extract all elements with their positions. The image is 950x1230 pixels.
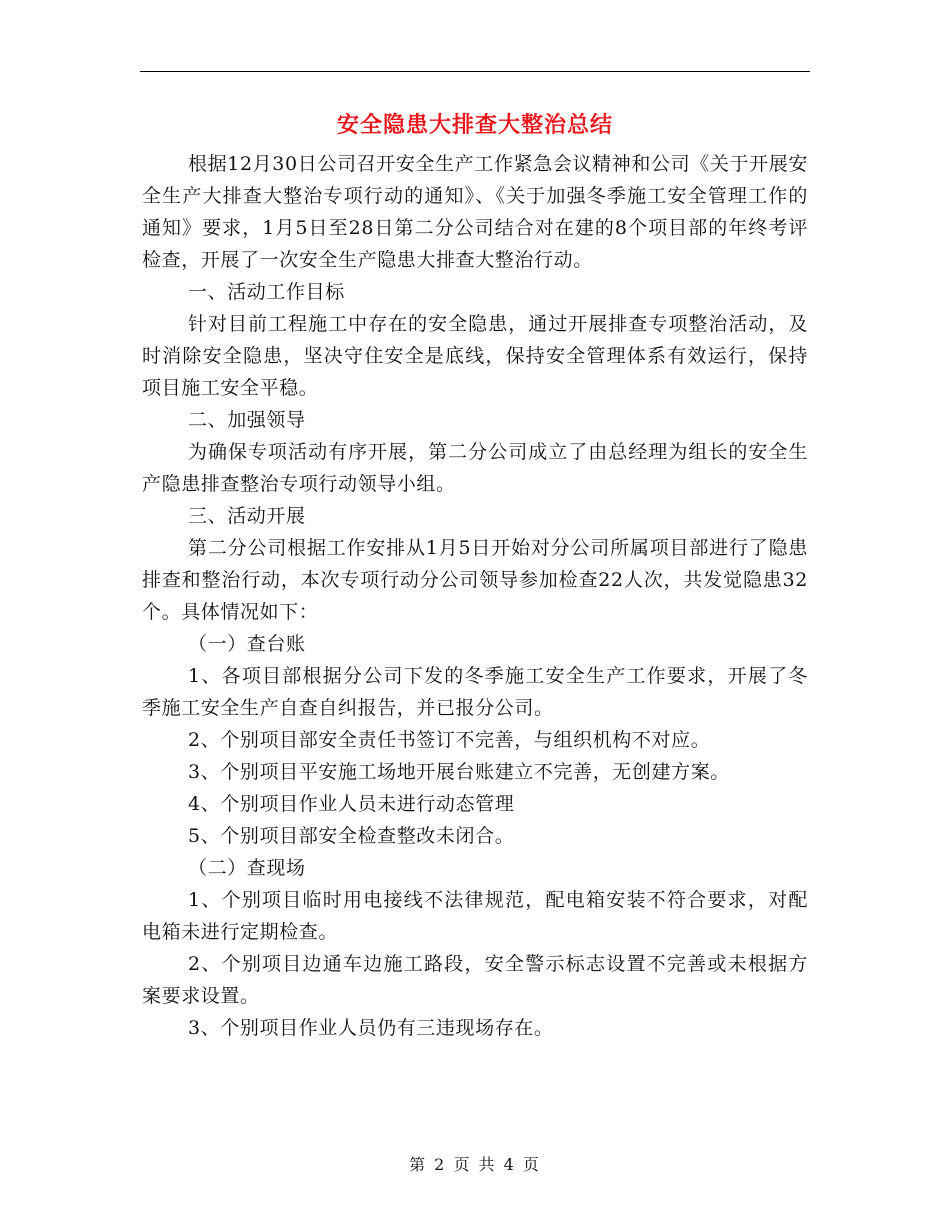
section-heading-activities: 三、活动开展 (188, 505, 306, 527)
page-number-footer: 第 2 页 共 4 页 (409, 1155, 541, 1174)
paragraph-leadership: 为确保专项活动有序开展，第二分公司成立了由总经理为组长的安全生产隐患排查整治专项行动领导小组。 (142, 441, 808, 495)
paragraph-intro: 根据12月30日公司召开安全生产工作紧急会议精神和公司《关于开展安全生产大排查大整治专项行动的通知》、《关于加强冬季施工安全管理工作的通知》要求，1月5日至28日第二分公司结合对在建的8个项目部的年终考评检查，开展了一次安全生产隐患大排查大整治行动。 (142, 153, 808, 271)
list-item: 4、个别项目作业人员未进行动态管理 (188, 793, 515, 815)
paragraph-goals: 针对目前工程施工中存在的安全隐患，通过开展排查专项整治活动，及时消除安全隐患，坚决守住安全是底线，保持安全管理体系有效运行，保持项目施工安全平稳。 (142, 313, 808, 399)
section-heading-goals: 一、活动工作目标 (188, 281, 345, 303)
list-item: 3、个别项目平安施工场地开展台账建立不完善，无创建方案。 (188, 761, 730, 783)
document-body (142, 148, 808, 1044)
list-item: 2、个别项目部安全责任书签订不完善，与组织机构不对应。 (188, 729, 711, 751)
list-item: 2、个别项目边通车边施工路段，安全警示标志设置不完善或未根据方案要求设置。 (142, 953, 808, 1007)
list-item: 3、个别项目作业人员仍有三违现场存在。 (188, 1017, 554, 1039)
subsection-heading-site: （二）查现场 (188, 857, 306, 879)
paragraph-activities: 第二分公司根据工作安排从1月5日开始对分公司所属项目部进行了隐患排查和整治行动，本次专项行动分公司领导参加检查22人次，共发觉隐患32个。具体情况如下： (142, 537, 808, 623)
list-item: 1、各项目部根据分公司下发的冬季施工安全生产工作要求，开展了冬季施工安全生产自查自纠报告，并已报分公司。 (142, 665, 808, 719)
list-item: 1、个别项目临时用电接线不法律规范，配电箱安装不符合要求，对配电箱未进行定期检查。 (142, 889, 808, 943)
section-heading-leadership: 二、加强领导 (188, 409, 306, 431)
list-item: 5、个别项目部安全检查整改未闭合。 (188, 825, 515, 847)
header-rule (140, 71, 810, 72)
subsection-heading-ledger: （一）查台账 (188, 633, 306, 655)
document-title: 安全隐患大排查大整治总结 (336, 112, 613, 138)
